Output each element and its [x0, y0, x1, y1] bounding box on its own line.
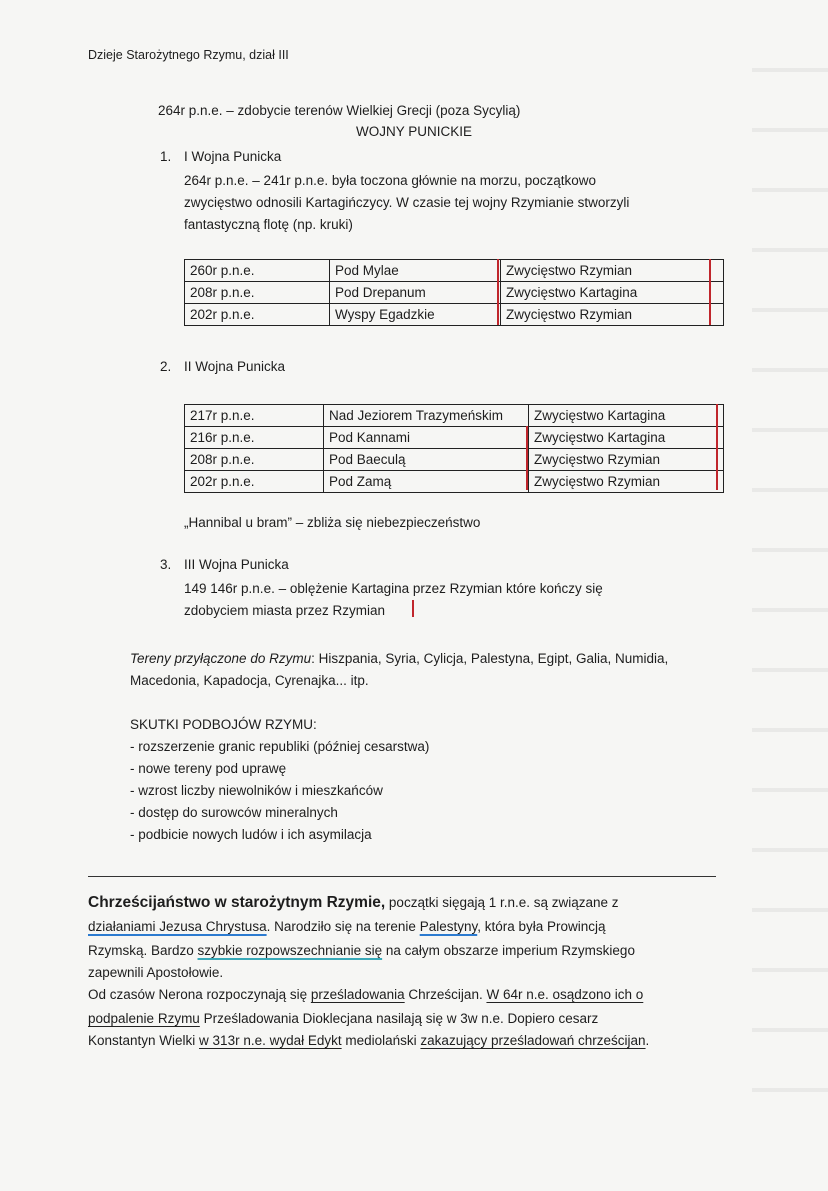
table-cell-date: 202r p.n.e.	[185, 471, 324, 493]
territories-line-2: Macedonia, Kapadocja, Cyrenajka... itp.	[130, 673, 369, 688]
war1-battle-table	[184, 259, 724, 326]
war1-desc-line-2: zwycięstwo odnosili Kartagińczycy. W czasie tej wojny Rzymianie stworzyli	[184, 195, 630, 210]
table-cell-result: Zwycięstwo Rzymian	[501, 304, 724, 326]
table-cell-battle: Pod Kannami	[324, 427, 529, 449]
christianity-underlined: szybkie rozpowszechnianie się	[197, 943, 383, 958]
christianity-text: Prześladowania Dioklecjana nasilają się w 3w n.e. Dopiero cesarz	[199, 1011, 599, 1026]
red-pen-mark	[412, 600, 414, 617]
christianity-text: mediolański	[341, 1033, 421, 1048]
table-cell-battle: Pod Baeculą	[324, 449, 529, 471]
christianity-line-7	[88, 1032, 649, 1050]
christianity-underlined: prześladowania	[310, 987, 405, 1002]
war1-number: 1.	[160, 149, 172, 164]
table-cell-date: 208r p.n.e.	[185, 282, 330, 304]
christianity-line-5	[88, 986, 643, 1004]
christianity-text: Od czasów Nerona rozpoczynają się	[88, 987, 311, 1002]
table-row	[185, 427, 724, 449]
war1-desc-line-1: 264r p.n.e. – 241r p.n.e. była toczona głównie na morzu, początkowo	[184, 173, 597, 188]
war1-desc-line-3: fantastyczną flotę (np. kruki)	[184, 217, 353, 232]
war3-number: 3.	[160, 557, 172, 572]
table-row	[185, 449, 724, 471]
christianity-underlined: podpalenie Rzymu	[88, 1011, 200, 1026]
christianity-text: Konstantyn Wielki	[88, 1033, 200, 1048]
table-row	[185, 304, 724, 326]
table-cell-battle: Nad Jeziorem Trazymeńskim	[324, 405, 529, 427]
table-cell-date: 202r p.n.e.	[185, 304, 330, 326]
war3-desc-line-2: zdobyciem miasta przez Rzymian	[184, 603, 386, 618]
red-pen-mark	[497, 259, 499, 325]
war3-desc-line-1: 149 146r p.n.e. – oblężenie Kartagina przez Rzymian które kończy się	[184, 581, 603, 596]
section-title: WOJNY PUNICKIE	[355, 124, 472, 139]
intro-line: 264r p.n.e. – zdobycie terenów Wielkiej Grecji (poza Sycylią)	[158, 103, 521, 118]
effects-item: - nowe tereny pod uprawę	[130, 761, 287, 776]
table-cell-battle: Pod Zamą	[324, 471, 529, 493]
christianity-text: początki sięgają 1 r.n.e. są związane z	[385, 895, 619, 910]
christianity-text: , która była Prowincją	[477, 919, 606, 934]
christianity-underlined: działaniami Jezusa Chrystusa	[88, 919, 267, 934]
table-cell-result: Zwycięstwo Kartagina	[529, 427, 724, 449]
war1-heading	[160, 148, 281, 166]
effects-item: - wzrost liczby niewolników i mieszkańców	[130, 783, 383, 798]
christianity-text: Rzymską. Bardzo	[88, 943, 198, 958]
territories-label: Tereny przyłączone do Rzymu	[130, 651, 312, 666]
red-pen-mark	[716, 404, 718, 490]
table-row	[185, 471, 724, 493]
territories-line-1	[130, 650, 668, 668]
red-pen-mark	[526, 426, 528, 490]
red-pen-mark	[709, 259, 711, 325]
bleed-through-shadow	[752, 40, 828, 1140]
christianity-text: Chrześcijan.	[404, 987, 487, 1002]
table-cell-date: 208r p.n.e.	[185, 449, 324, 471]
christianity-text: . Narodziło się na terenie	[266, 919, 420, 934]
christianity-line-1	[88, 894, 619, 912]
table-cell-date: 217r p.n.e.	[185, 405, 324, 427]
war2-number: 2.	[160, 359, 172, 374]
table-cell-result: Zwycięstwo Kartagina	[501, 282, 724, 304]
table-cell-date: 216r p.n.e.	[185, 427, 324, 449]
christianity-underlined: W 64r n.e. osądzono ich o	[486, 987, 644, 1002]
effects-item: - rozszerzenie granic republiki (później cesarstwa)	[130, 739, 430, 754]
effects-item: - podbicie nowych ludów i ich asymilacja	[130, 827, 372, 842]
christianity-text: .	[645, 1033, 650, 1048]
table-cell-result: Zwycięstwo Kartagina	[529, 405, 724, 427]
table-row	[185, 260, 724, 282]
christianity-heading: Chrześcijaństwo w starożytnym Rzymie,	[88, 894, 386, 911]
war2-heading	[160, 358, 285, 376]
christianity-underlined: w 313r n.e. wydał Edykt	[199, 1033, 342, 1048]
war2-battle-table	[184, 404, 724, 493]
christianity-line-2	[88, 918, 606, 936]
effects-title: SKUTKI PODBOJÓW RZYMU:	[130, 717, 317, 732]
effects-item: - dostęp do surowców mineralnych	[130, 805, 338, 820]
table-cell-result: Zwycięstwo Rzymian	[529, 471, 724, 493]
christianity-underlined: Palestyny	[419, 919, 478, 934]
war1-name: I Wojna Punicka	[184, 149, 282, 164]
table-cell-date: 260r p.n.e.	[185, 260, 330, 282]
table-cell-battle: Pod Drepanum	[330, 282, 501, 304]
table-cell-result: Zwycięstwo Rzymian	[529, 449, 724, 471]
territories-list-1: : Hiszpania, Syria, Cylicja, Palestyna, Egipt, Galia, Numidia,	[311, 651, 669, 666]
hannibal-quote: „Hannibal u bram” – zbliża się niebezpieczeństwo	[184, 515, 481, 530]
table-cell-battle: Pod Mylae	[330, 260, 501, 282]
christianity-line-6	[88, 1010, 598, 1028]
christianity-line-3	[88, 942, 635, 960]
table-cell-result: Zwycięstwo Rzymian	[501, 260, 724, 282]
table-cell-battle: Wyspy Egadzkie	[330, 304, 501, 326]
war3-name: III Wojna Punicka	[184, 557, 289, 572]
christianity-text: na całym obszarze imperium Rzymskiego	[382, 943, 635, 958]
war2-name: II Wojna Punicka	[184, 359, 286, 374]
table-row	[185, 282, 724, 304]
war3-heading	[160, 556, 289, 574]
table-row	[185, 405, 724, 427]
christianity-line-4: zapewnili Apostołowie.	[88, 965, 224, 980]
section-divider	[88, 876, 716, 877]
document-header: Dzieje Starożytnego Rzymu, dział III	[88, 48, 289, 62]
christianity-underlined: zakazujący prześladowań chrześcijan	[420, 1033, 646, 1048]
